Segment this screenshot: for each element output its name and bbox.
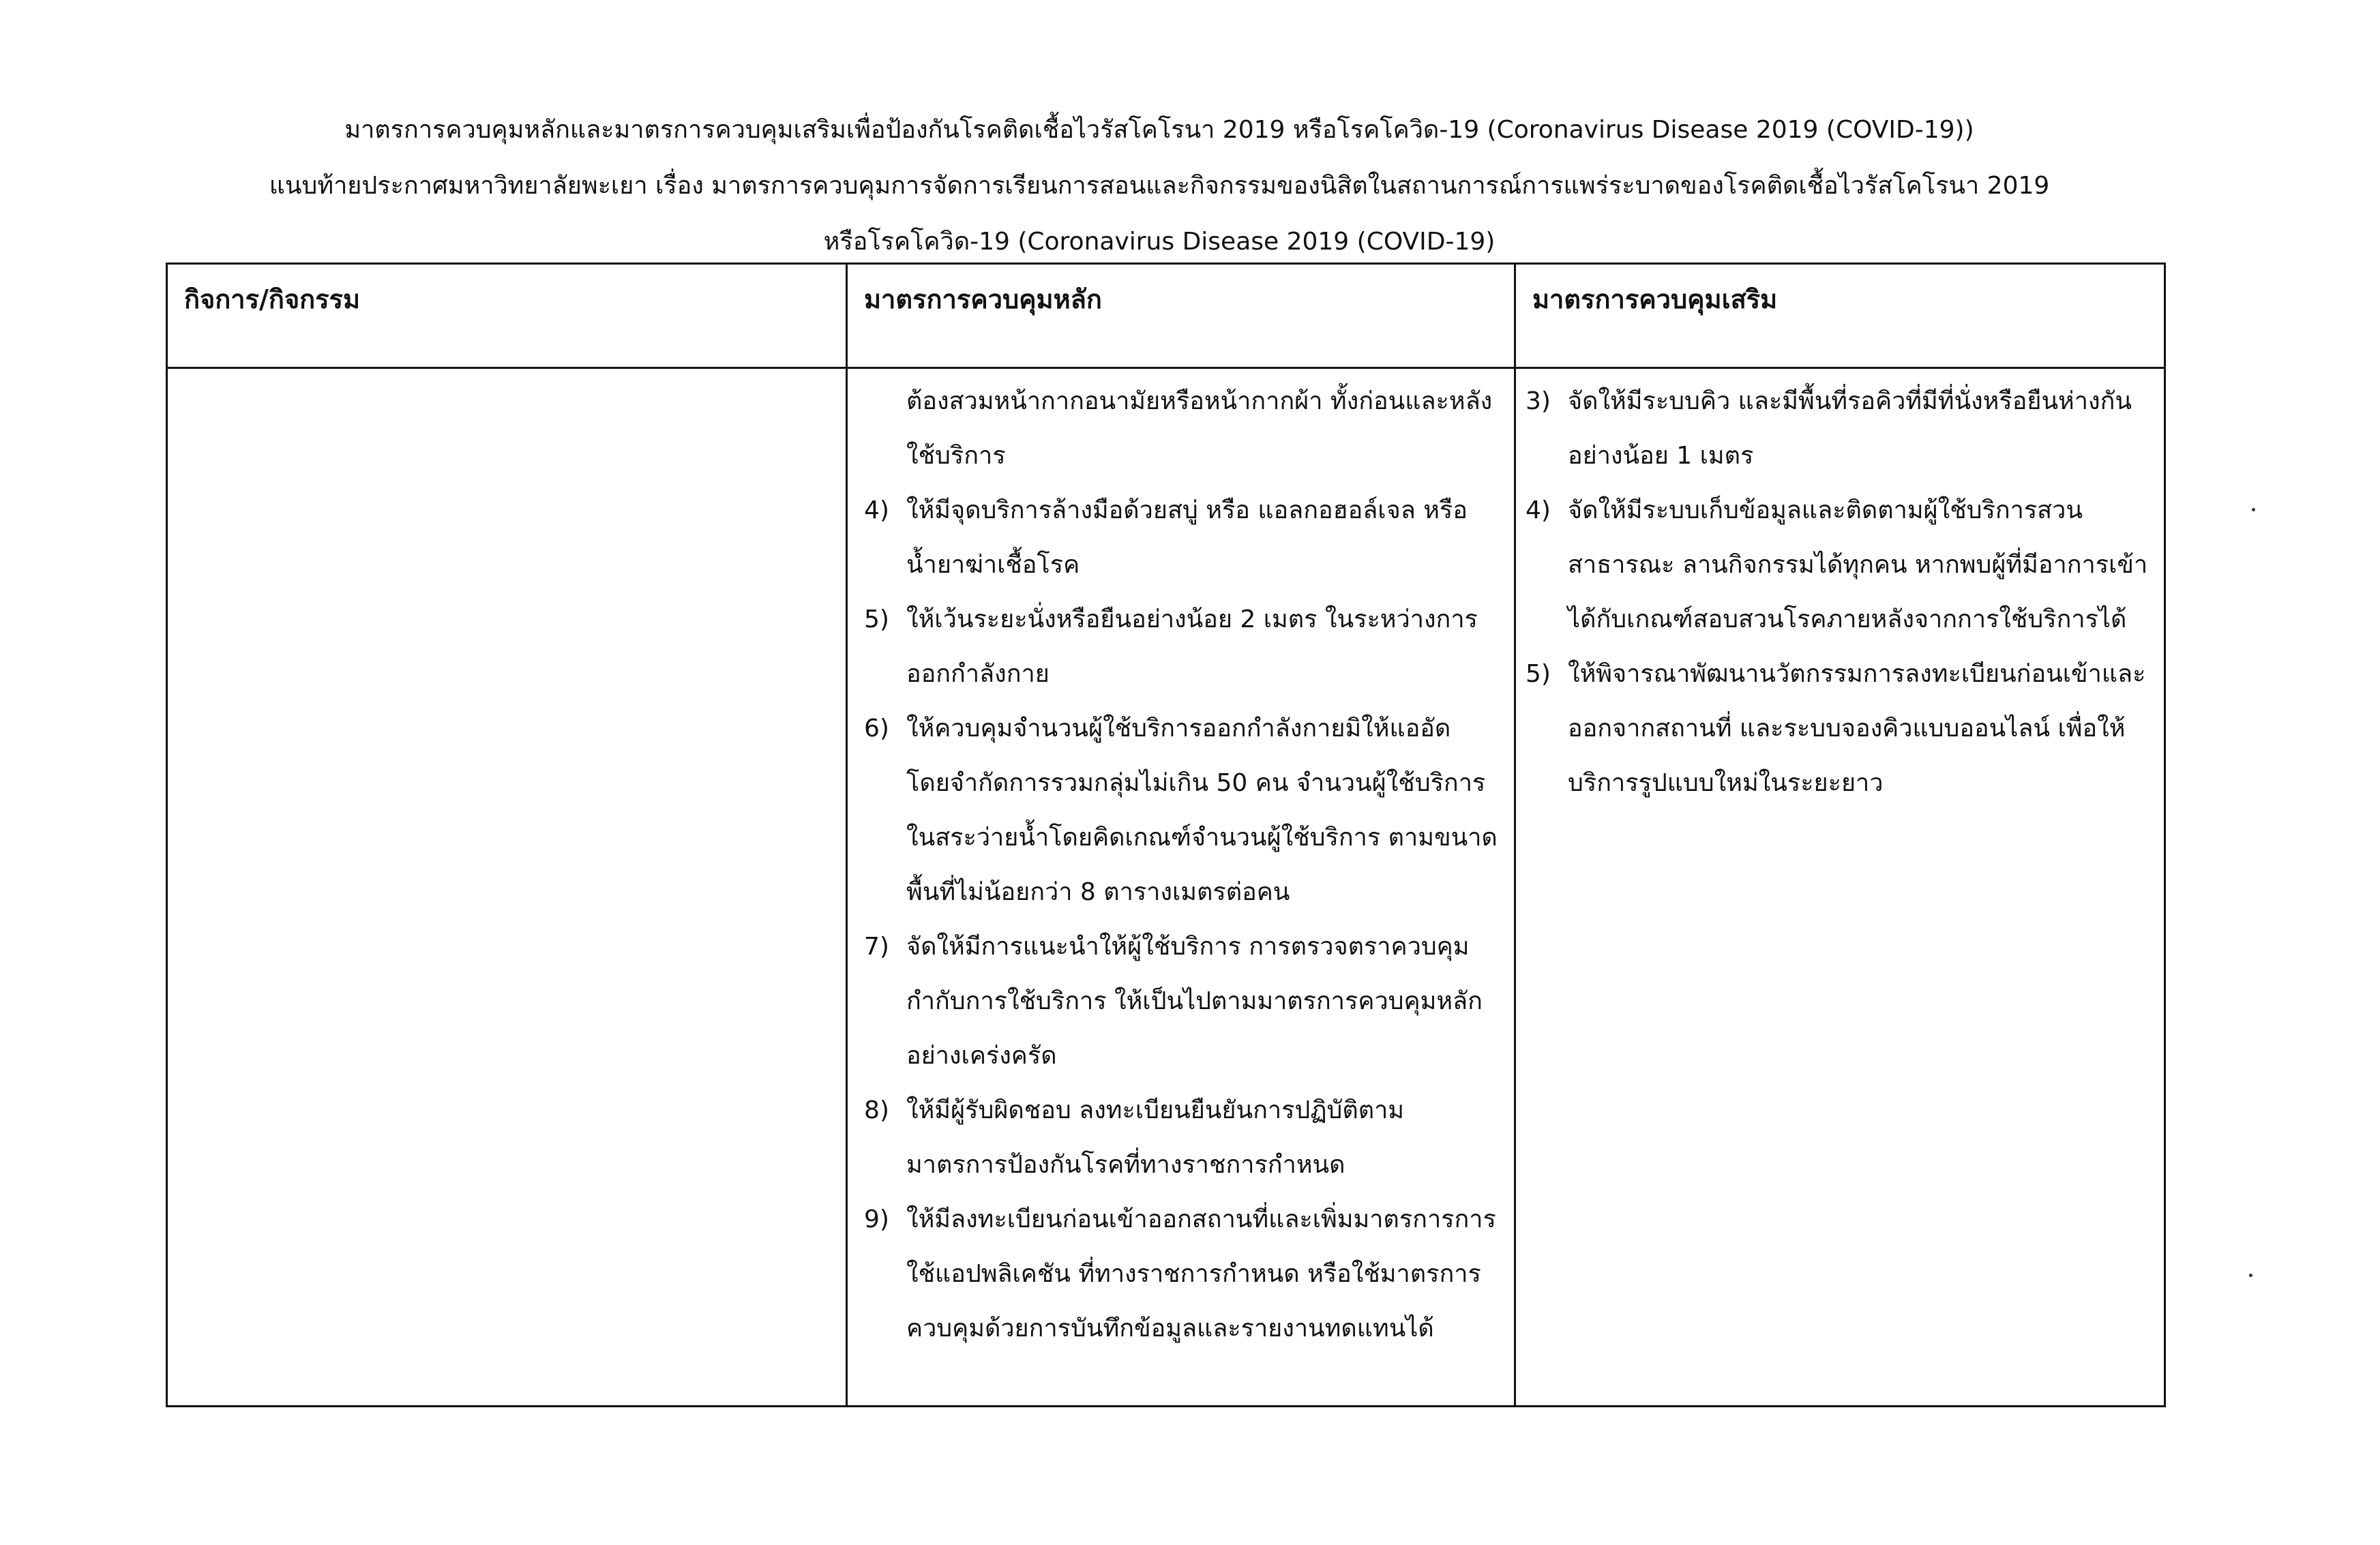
- main-measures-cell: [847, 368, 1515, 1407]
- list-item: 4) ให้มีจุดบริการล้างมือด้วยสบู่ หรือ แอลกอฮอล์เจล หรือน้ำยาฆ่าเชื้อโรค: [864, 496, 1468, 579]
- document-heading: [136, 102, 2182, 270]
- header-activity: กิจการ/กิจกรรม: [167, 264, 847, 368]
- heading-line-2: แนบท้ายประกาศมหาวิทยาลัยพะเยา เรื่อง มาตรการควบคุมการจัดการเรียนการสอนและกิจกรรมของนิสิตในสถานการณ์การแพร่ระบาดของโรคติดเชื้อไวรัสโคโรนา 2019: [269, 172, 2050, 200]
- list-item: 9) ให้มีลงทะเบียนก่อนเข้าออกสถานที่และเพิ่มมาตรการการใช้แอปพลิเคชัน ที่ทางราชการกำหนด หรือใช้มาตรการควบคุมด้วยการบันทึกข้อมูลและรายงานทดแทนได้: [864, 1205, 1496, 1342]
- scan-speck: [2252, 508, 2255, 511]
- list-item: 8) ให้มีผู้รับผิดชอบ ลงทะเบียนยืนยันการปฏิบัติตามมาตรการป้องกันโรคที่ทางราชการกำหนด: [864, 1096, 1405, 1179]
- scan-speck: [2249, 1274, 2252, 1277]
- heading-line-1: มาตรการควบคุมหลักและมาตรการควบคุมเสริมเพื่อป้องกันโรคติดเชื้อไวรัสโคโรนา 2019 หรือโรคโควิด-19 (Coronavirus Disease 2019 (COVID-19)): [344, 116, 1974, 144]
- list-item: 5) ให้เว้นระยะนั่งหรือยืนอย่างน้อย 2 เมตร ในระหว่างการออกกำลังกาย: [864, 605, 1478, 688]
- table-header-row: [167, 264, 2165, 368]
- header-supplementary-measures: มาตรการควบคุมเสริม: [1515, 264, 2165, 368]
- table-row: [167, 368, 2165, 1407]
- activity-cell: [167, 368, 847, 1407]
- main-measure-continuation: ต้องสวมหน้ากากอนามัยหรือหน้ากากผ้า ทั้งก่อนและหลังใช้บริการ: [906, 387, 1493, 470]
- supplementary-measures-cell: [1515, 368, 2165, 1407]
- measures-table: [166, 262, 2166, 1407]
- header-main-measures: มาตรการควบคุมหลัก: [847, 264, 1515, 368]
- list-item: 4) จัดให้มีระบบเก็บข้อมูลและติดตามผู้ใช้บริการสวนสาธารณะ ลานกิจกรรมได้ทุกคน หากพบผู้ที่มีอาการเข้าได้กับเกณฑ์สอบสวนโรคภายหลังจากการใช้บริการได้: [1526, 496, 2148, 633]
- heading-line-3: หรือโรคโควิด-19 (Coronavirus Disease 2019 (COVID-19): [823, 228, 1496, 256]
- list-item: 6) ให้ควบคุมจำนวนผู้ใช้บริการออกกำลังกายมิให้แออัด โดยจำกัดการรวมกลุ่มไม่เกิน 50 คน จำนวนผู้ใช้บริการในสระว่ายน้ำโดยคิดเกณฑ์จำนวนผู้ใช้บริการ ตามขนาดพื้นที่ไม่น้อยกว่า 8 ตารางเมตรต่อคน: [864, 715, 1498, 906]
- supplementary-measures-list: [1516, 369, 2164, 811]
- main-measures-list: [848, 369, 1514, 1356]
- list-item: 3) จัดให้มีระบบคิว และมีพื้นที่รอคิวที่มีที่นั่งหรือยืนห่างกันอย่างน้อย 1 เมตร: [1526, 387, 2132, 470]
- list-item: 7) จัดให้มีการแนะนำให้ผู้ใช้บริการ การตรวจตราควบคุม กำกับการใช้บริการ ให้เป็นไปตามมาตรการควบคุมหลักอย่างเคร่งครัด: [864, 933, 1483, 1070]
- list-item: 5) ให้พิจารณาพัฒนานวัตกรรมการลงทะเบียนก่อนเข้าและออกจากสถานที่ และระบบจองคิวแบบออนไลน์ เพื่อให้บริการรูปแบบใหม่ในระยะยาว: [1526, 660, 2146, 797]
